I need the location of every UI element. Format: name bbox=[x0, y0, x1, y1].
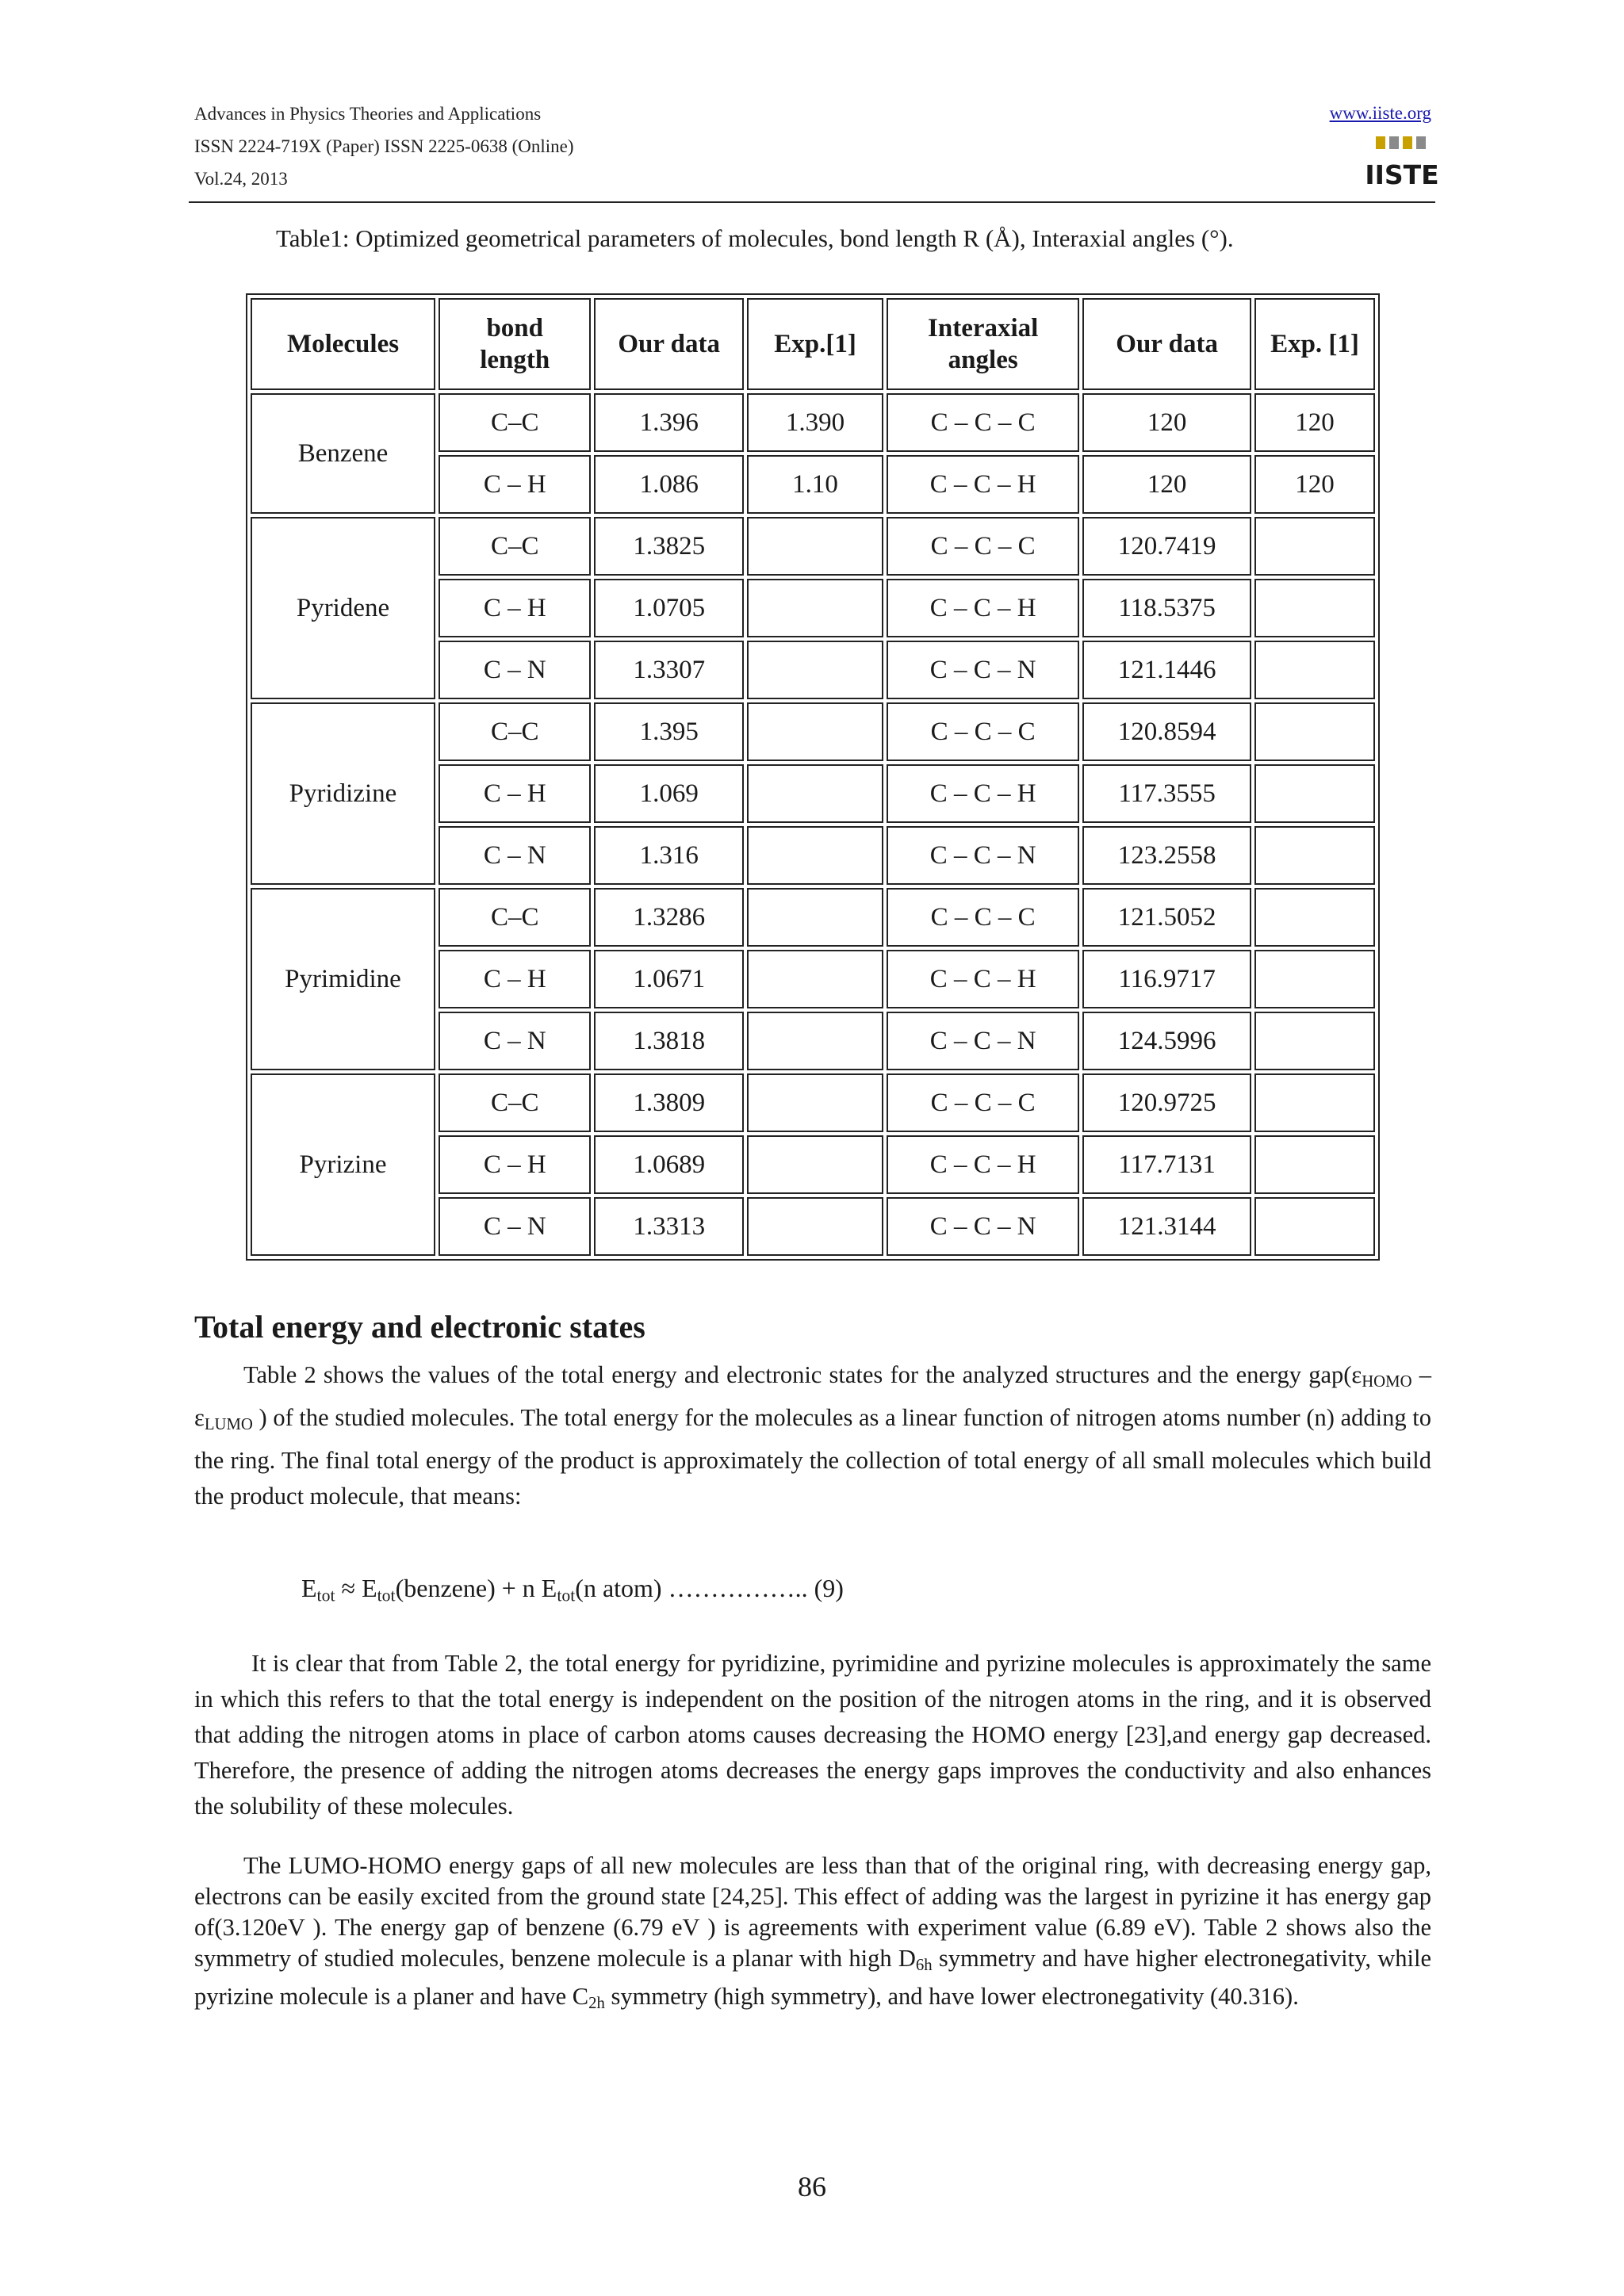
angle-our-cell: 124.5996 bbox=[1082, 1012, 1251, 1070]
angle-cell: C – C – H bbox=[887, 1135, 1079, 1194]
molecule-name: Pyridene bbox=[251, 517, 435, 699]
bond-exp-cell bbox=[747, 950, 883, 1008]
angle-our-cell: 121.3144 bbox=[1082, 1197, 1251, 1256]
angle-our-cell: 116.9717 bbox=[1082, 950, 1251, 1008]
angle-exp-cell bbox=[1254, 579, 1375, 637]
paragraph-1: Table 2 shows the values of the total energy and electronic states for the analyzed structures and the energy $gap(\varepsilon_{HOMO} - \varepsilon_{LUMO}$ ) of the studied molecules. The total energy for the molecules as a linear function of nitrogen atoms number (n) adding to the ring. The final total energy of the product is approximately the collection of total energy of all small molecules which build the product molecule, that means: bbox=[194, 1361, 1431, 1510]
molecule-name: Pyrizine bbox=[251, 1073, 435, 1256]
angle-exp-cell bbox=[1254, 1012, 1375, 1070]
bond-cell: C – H bbox=[439, 950, 591, 1008]
bond-exp-cell bbox=[747, 641, 883, 699]
angle-exp-cell bbox=[1254, 888, 1375, 947]
angle-cell: C – C – C bbox=[887, 702, 1079, 761]
iiste-logo bbox=[1365, 135, 1439, 190]
bond-our-cell: 1.0705 bbox=[594, 579, 743, 637]
angle-exp-cell bbox=[1254, 1197, 1375, 1256]
angle-our-cell: 121.1446 bbox=[1082, 641, 1251, 699]
angle-exp-cell bbox=[1254, 950, 1375, 1008]
angle-cell: C – C – N bbox=[887, 1012, 1079, 1070]
bond-our-cell: 1.3307 bbox=[594, 641, 743, 699]
angle-our-cell: 117.7131 bbox=[1082, 1135, 1251, 1194]
angle-exp-cell bbox=[1254, 641, 1375, 699]
bond-exp-cell bbox=[747, 517, 883, 576]
table-row bbox=[251, 1073, 1375, 1132]
table1-caption: Table1: Optimized geometrical parameters of molecules, bond length R (Å), Interaxial angles (°). bbox=[276, 224, 1234, 252]
bond-cell: C – H bbox=[439, 1135, 591, 1194]
table-header-row bbox=[251, 298, 1375, 390]
angle-exp-cell: 120 bbox=[1254, 393, 1375, 452]
bond-cell: C–C bbox=[439, 393, 591, 452]
bond-cell: C–C bbox=[439, 1073, 591, 1132]
bond-our-cell: 1.3825 bbox=[594, 517, 743, 576]
angle-exp-cell bbox=[1254, 517, 1375, 576]
header-rule bbox=[189, 201, 1435, 203]
angle-exp-cell: 120 bbox=[1254, 455, 1375, 514]
bond-our-cell: 1.395 bbox=[594, 702, 743, 761]
bond-our-cell: 1.069 bbox=[594, 764, 743, 823]
bond-exp-cell bbox=[747, 888, 883, 947]
molecule-name: Benzene bbox=[251, 393, 435, 514]
header-exp-angles: Exp. [1] bbox=[1254, 298, 1375, 390]
journal-issn: ISSN 2224-719X (Paper) ISSN 2225-0638 (Online) bbox=[194, 136, 574, 156]
angle-our-cell: 118.5375 bbox=[1082, 579, 1251, 637]
bond-our-cell: 1.086 bbox=[594, 455, 743, 514]
journal-url-link[interactable]: www.iiste.org bbox=[1329, 103, 1431, 123]
angle-our-cell: 120.7419 bbox=[1082, 517, 1251, 576]
bond-cell: C – N bbox=[439, 826, 591, 885]
angle-cell: C – C – C bbox=[887, 1073, 1079, 1132]
header-our-data: Our data bbox=[594, 298, 743, 390]
bond-cell: C–C bbox=[439, 702, 591, 761]
angle-cell: C – C – N bbox=[887, 826, 1079, 885]
equation-9: $E_{tot}$ ≈ $E_{tot}(benzene) + n$ $E_{tot}(n$ atom) …………….. (9) bbox=[301, 1574, 844, 1605]
angle-cell: C – C – C bbox=[887, 888, 1079, 947]
section-heading: Total energy and electronic states bbox=[194, 1309, 645, 1345]
bond-cell: C–C bbox=[439, 888, 591, 947]
page-number: 86 bbox=[798, 2171, 826, 2202]
table-row bbox=[251, 517, 1375, 576]
bond-exp-cell bbox=[747, 1012, 883, 1070]
angle-exp-cell bbox=[1254, 1073, 1375, 1132]
paragraph-3: The LUMO-HOMO energy gaps of all new molecules are less than that of the original ring, with decreasing energy gap, electrons can be easily excited from the ground state [24,25]. This effect of adding was the largest in pyrizine it has energy gap of(3.120eV ). The energy gap of benzene (6.79 eV ) is agreements with experiment value (6.89 eV). Table 2 shows also the symmetry of studied molecules, benzene molecule is a planar with high $D_{6h}$ symmetry and have higher electronegativity, while pyrizine molecule is a planer and have $C_{2h}$ symmetry (high symmetry), and have lower electronegativity (40.316). bbox=[194, 1852, 1431, 2013]
table-row bbox=[251, 888, 1375, 947]
bond-our-cell: 1.0671 bbox=[594, 950, 743, 1008]
table-row bbox=[251, 393, 1375, 452]
header-bond-length: bond length bbox=[439, 298, 591, 390]
bond-exp-cell bbox=[747, 826, 883, 885]
angle-exp-cell bbox=[1254, 702, 1375, 761]
bond-our-cell: 1.316 bbox=[594, 826, 743, 885]
header-exp: Exp.[1] bbox=[747, 298, 883, 390]
molecule-name: Pyrimidine bbox=[251, 888, 435, 1070]
molecule-name: Pyridizine bbox=[251, 702, 435, 885]
header-molecules: Molecules bbox=[251, 298, 435, 390]
table1 bbox=[246, 293, 1380, 1261]
angle-exp-cell bbox=[1254, 826, 1375, 885]
angle-our-cell: 120.8594 bbox=[1082, 702, 1251, 761]
bond-cell: C–C bbox=[439, 517, 591, 576]
bond-exp-cell bbox=[747, 579, 883, 637]
bond-cell: C – H bbox=[439, 455, 591, 514]
bond-our-cell: 1.3313 bbox=[594, 1197, 743, 1256]
journal-volume: Vol.24, 2013 bbox=[194, 169, 288, 189]
bond-cell: C – H bbox=[439, 579, 591, 637]
angle-cell: C – C – N bbox=[887, 1197, 1079, 1256]
angle-cell: C – C – H bbox=[887, 455, 1079, 514]
angle-cell: C – C – N bbox=[887, 641, 1079, 699]
angle-our-cell: 120 bbox=[1082, 393, 1251, 452]
bond-exp-cell bbox=[747, 702, 883, 761]
bond-cell: C – N bbox=[439, 1197, 591, 1256]
angle-cell: C – C – H bbox=[887, 764, 1079, 823]
bond-our-cell: 1.3286 bbox=[594, 888, 743, 947]
angle-our-cell: 120 bbox=[1082, 455, 1251, 514]
bond-our-cell: 1.396 bbox=[594, 393, 743, 452]
table-row bbox=[251, 702, 1375, 761]
bond-exp-cell: 1.10 bbox=[747, 455, 883, 514]
angle-cell: C – C – H bbox=[887, 579, 1079, 637]
header-interaxial-angles: Interaxial angles bbox=[887, 298, 1079, 390]
journal-title: Advances in Physics Theories and Applications bbox=[194, 104, 542, 124]
bond-our-cell: 1.3809 bbox=[594, 1073, 743, 1132]
bond-cell: C – N bbox=[439, 641, 591, 699]
bond-cell: C – H bbox=[439, 764, 591, 823]
bond-exp-cell bbox=[747, 1135, 883, 1194]
angle-our-cell: 120.9725 bbox=[1082, 1073, 1251, 1132]
angle-our-cell: 121.5052 bbox=[1082, 888, 1251, 947]
angle-cell: C – C – H bbox=[887, 950, 1079, 1008]
angle-exp-cell bbox=[1254, 764, 1375, 823]
bond-our-cell: 1.0689 bbox=[594, 1135, 743, 1194]
bond-cell: C – N bbox=[439, 1012, 591, 1070]
angle-cell: C – C – C bbox=[887, 393, 1079, 452]
bond-exp-cell bbox=[747, 1073, 883, 1132]
angle-exp-cell bbox=[1254, 1135, 1375, 1194]
svg-text:IISTE: IISTE bbox=[1365, 159, 1439, 190]
bond-exp-cell bbox=[747, 1197, 883, 1256]
bond-exp-cell bbox=[747, 764, 883, 823]
angle-our-cell: 123.2558 bbox=[1082, 826, 1251, 885]
header-our-data-angles: Our data bbox=[1082, 298, 1251, 390]
paragraph-2: It is clear that from Table 2, the total energy for pyridizine, pyrimidine and pyrizine molecules is approximately the same in which this refers to that the total energy is independent on the position of the nitrogen atoms in the ring, and it is observed that adding the nitrogen atoms in place of carbon atoms causes decreasing the HOMO energy [23],and energy gap decreased. Therefore, the presence of adding the nitrogen atoms decreases the energy gaps improves the conductivity and also enhances the solubility of these molecules. bbox=[194, 1650, 1431, 1820]
bond-our-cell: 1.3818 bbox=[594, 1012, 743, 1070]
angle-cell: C – C – C bbox=[887, 517, 1079, 576]
angle-our-cell: 117.3555 bbox=[1082, 764, 1251, 823]
bond-exp-cell: 1.390 bbox=[747, 393, 883, 452]
